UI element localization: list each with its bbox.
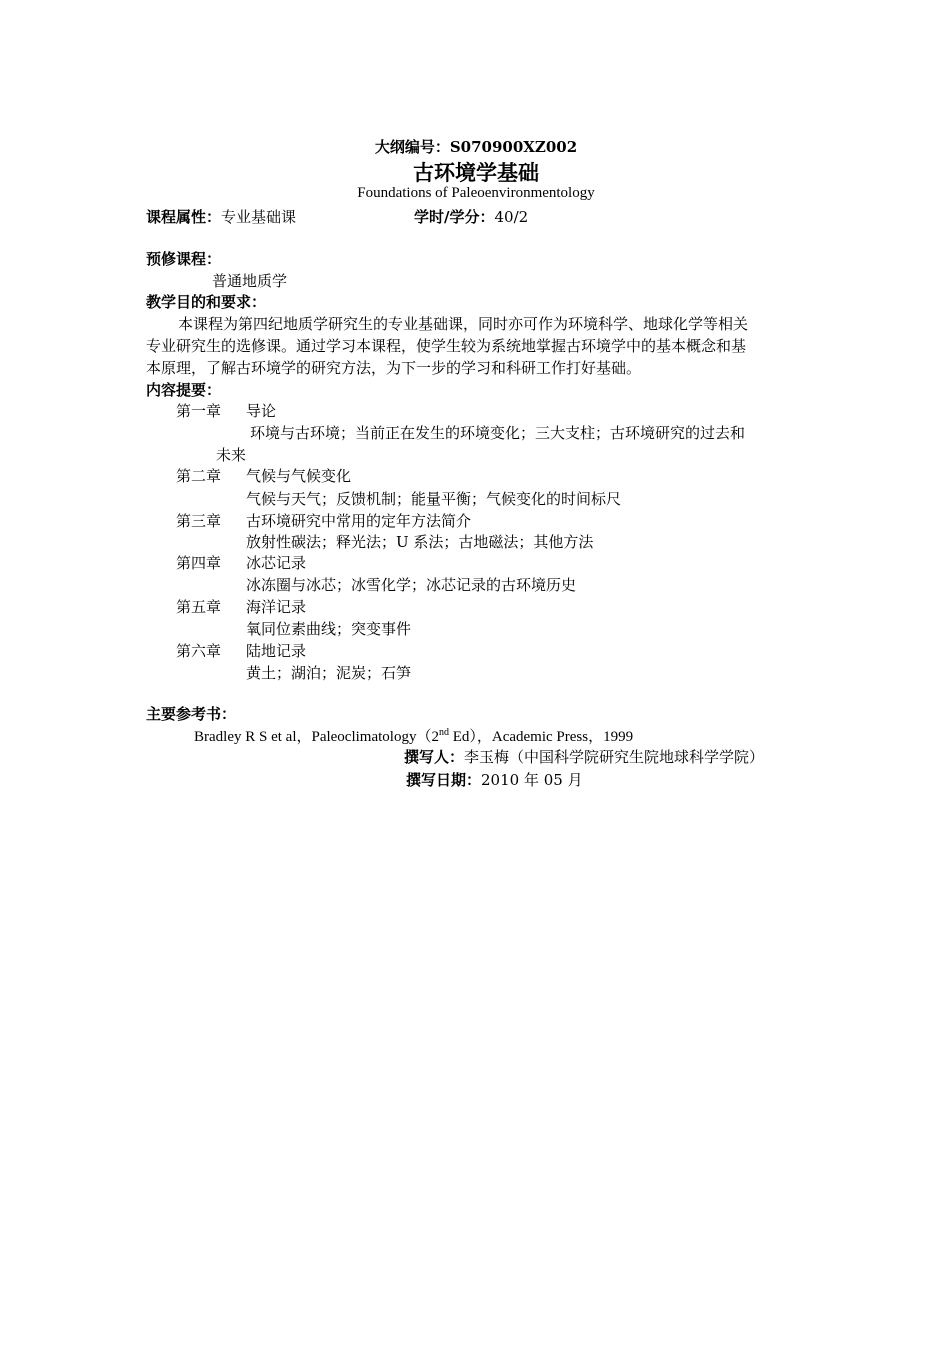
chapter-body-continued: 未来 xyxy=(216,446,247,464)
objectives-line-3: 本原理，了解古环境学的研究方法，为下一步的学习和科研工作打好基础。 xyxy=(146,359,642,377)
chapter-title: 气候与气候变化 xyxy=(246,467,352,485)
course-subtitle: Foundations of Paleoenvironmentology xyxy=(357,185,595,201)
chapter-number: 第三章 xyxy=(176,512,222,530)
course-property xyxy=(146,206,296,227)
course-hours-label: 学时/学分： xyxy=(414,208,495,226)
objectives-label: 教学目的和要求： xyxy=(146,293,267,311)
prerequisite-value: 普通地质学 xyxy=(212,272,288,290)
chapter-title: 导论 xyxy=(246,402,277,420)
references-label: 主要参考书： xyxy=(146,705,237,723)
reference-text: Bradley R S et al，Paleoclimatology（2 xyxy=(194,729,439,745)
reference-item xyxy=(194,725,633,746)
chapter-number: 第一章 xyxy=(176,402,222,420)
author-value: 李玉梅（中国科学院研究生院地球科学学院） xyxy=(464,748,765,766)
chapter-number: 第六章 xyxy=(176,642,222,660)
chapter-body: 氧同位素曲线；突变事件 xyxy=(246,620,412,638)
chapter-number: 第四章 xyxy=(176,554,222,572)
objectives-line-1: 本课程为第四纪地质学研究生的专业基础课，同时亦可作为环境科学、地球化学等相关 xyxy=(178,315,749,333)
write-date-label: 撰写日期： xyxy=(406,771,482,789)
chapter-title: 陆地记录 xyxy=(246,642,307,660)
write-date-value: 2010 年 05 月 xyxy=(481,771,583,789)
course-property-value: 专业基础课 xyxy=(221,208,297,226)
write-date xyxy=(406,769,583,790)
author-label: 撰写人： xyxy=(404,748,465,766)
course-property-label: 课程属性： xyxy=(146,208,222,226)
course-title: 古环境学基础 xyxy=(413,160,539,185)
author xyxy=(404,746,764,767)
objectives-line-2: 专业研究生的选修课。通过学习本课程，使学生较为系统地掌握古环境学中的基本概念和基 xyxy=(146,337,747,355)
chapter-body: 黄土；湖泊；泥炭；石笋 xyxy=(246,664,412,682)
prerequisite-label: 预修课程： xyxy=(146,250,222,268)
course-hours-value: 40/2 xyxy=(494,208,529,226)
outline-code xyxy=(0,136,952,157)
chapter-title: 古环境研究中常用的定年方法简介 xyxy=(246,512,472,530)
outline-code-label: 大纲编号： xyxy=(374,138,450,156)
chapter-number: 第二章 xyxy=(176,467,222,485)
chapter-title: 冰芯记录 xyxy=(246,554,307,572)
reference-text-end: Ed），Academic Press，1999 xyxy=(448,729,634,745)
outline-code-value: S070900XZ002 xyxy=(449,138,578,156)
chapter-body: 气候与天气；反馈机制；能量平衡；气候变化的时间标尺 xyxy=(246,490,622,508)
course-hours xyxy=(414,206,528,227)
chapter-title: 海洋记录 xyxy=(246,598,307,616)
chapter-body: 环境与古环境；当前正在发生的环境变化；三大支柱；古环境研究的过去和 xyxy=(250,424,746,442)
contents-label: 内容提要： xyxy=(146,381,222,399)
chapter-number: 第五章 xyxy=(176,598,222,616)
chapter-body: 冰冻圈与冰芯；冰雪化学；冰芯记录的古环境历史 xyxy=(246,576,577,594)
chapter-body: 放射性碳法；释光法；U 系法；古地磁法；其他方法 xyxy=(246,533,594,551)
reference-superscript: nd xyxy=(438,727,449,738)
